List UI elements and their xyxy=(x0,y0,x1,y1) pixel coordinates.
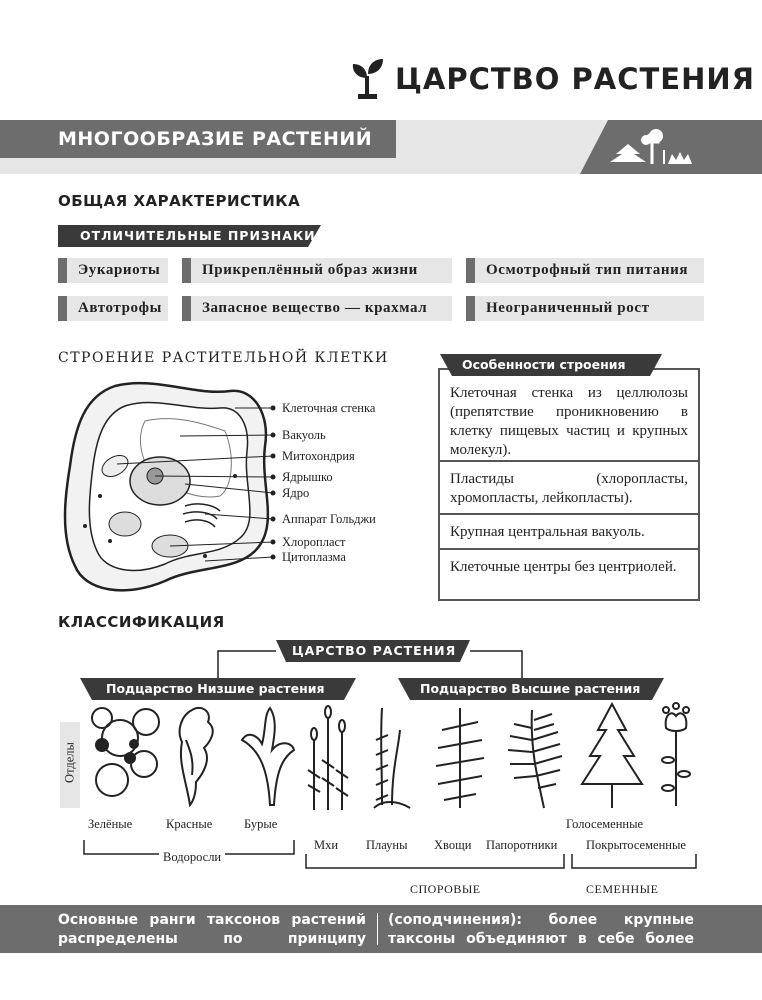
feature-chip: Неограниченный рост xyxy=(466,296,704,321)
spore-label: Папоротники xyxy=(486,838,558,852)
landscape-icon xyxy=(580,120,762,174)
brown-algae-icon xyxy=(242,708,294,805)
footer-divider xyxy=(377,913,378,945)
general-heading: ОБЩАЯ ХАРАКТЕРИСТИКА xyxy=(58,192,301,210)
section-title: МНОГООБРАЗИЕ РАСТЕНИЙ xyxy=(58,128,373,150)
divisions-label: Отделы xyxy=(62,742,77,783)
horsetail-icon xyxy=(436,708,484,808)
seed-label: Покрытосеменные xyxy=(586,838,686,852)
feature-chip: Осмотрофный тип питания xyxy=(466,258,704,283)
algae-label: Красные xyxy=(166,817,213,831)
structure-tag-label: Особенности строения xyxy=(462,357,626,372)
structure-item: Клеточные центры без центриолей. xyxy=(450,559,677,575)
structure-box xyxy=(438,368,700,601)
structure-item: Крупная центральная вакуоль. xyxy=(450,524,645,540)
algae-group-label: Водоросли xyxy=(159,850,225,865)
cell-label: Аппарат Гольджи xyxy=(282,512,376,526)
cell-label: Хлоропласт xyxy=(282,535,346,549)
sprout-icon xyxy=(350,58,386,100)
feature-chip: Прикреплённый образ жизни xyxy=(182,258,452,283)
spore-label: Мхи xyxy=(314,838,339,852)
moss-icon xyxy=(308,706,348,810)
spore-label: Плауны xyxy=(366,838,408,852)
page-title: ЦАРСТВО РАСТЕНИЯ xyxy=(395,62,755,96)
kingdom-tag-label: ЦАРСТВО РАСТЕНИЯ xyxy=(292,643,457,658)
features-tag-label: ОТЛИЧИТЕЛЬНЫЕ ПРИЗНАКИ xyxy=(80,228,316,243)
divider xyxy=(440,513,698,515)
divider xyxy=(440,460,698,462)
red-algae-icon xyxy=(180,708,213,805)
feature-chip: Эукариоты xyxy=(58,258,168,283)
divisions-label-box xyxy=(60,722,80,808)
footer-note xyxy=(0,905,762,966)
classification-heading: КЛАССИФИКАЦИЯ xyxy=(58,613,225,631)
spore-label: Хвощи xyxy=(434,838,472,852)
sub-low-tag-label: Подцарство Низшие растения xyxy=(106,681,325,696)
footer-left: Основные ранги таксонов растений распределены по принципу иерархичности xyxy=(58,912,366,966)
green-algae-icon xyxy=(92,708,159,796)
cell-label: Ядрышко xyxy=(282,470,333,484)
plant-illustrations xyxy=(82,700,702,815)
feature-chip: Автотрофы xyxy=(58,296,168,321)
cell-label: Цитоплазма xyxy=(282,550,346,564)
cell-structure-heading: СТРОЕНИЕ РАСТИТЕЛЬНОЙ КЛЕТКИ xyxy=(58,350,389,366)
cell-label: Ядро xyxy=(282,486,310,500)
fern-icon xyxy=(508,710,562,808)
algae-label: Зелёные xyxy=(88,817,133,831)
flower-icon xyxy=(662,703,690,806)
cell-label: Митохондрия xyxy=(282,449,355,463)
feature-chip: Запасное вещество — крахмал xyxy=(182,296,452,321)
footer-right: (соподчинения): более крупные таксоны объединяют в себе более мелкие. xyxy=(388,912,694,966)
seed-label: Голосеменные xyxy=(566,817,644,831)
conifer-icon xyxy=(582,704,642,808)
club-moss-icon xyxy=(374,708,410,808)
plant-cell-diagram xyxy=(55,376,295,601)
cell-label: Клеточная стенка xyxy=(282,401,376,415)
algae-label: Бурые xyxy=(244,817,278,831)
divider xyxy=(440,548,698,550)
spore-group-label: СПОРОВЫЕ xyxy=(410,882,481,896)
structure-item: Пластиды (хлоропласты, хромопласты, лейкопласты). xyxy=(450,471,688,506)
seed-group-label: СЕМЕННЫЕ xyxy=(586,882,659,896)
cell-label: Вакуоль xyxy=(282,428,326,442)
structure-item: Клеточная стенка из целлюлозы (препятствие проникновению в клетку пищевых частиц и крупных молекул). xyxy=(450,385,688,458)
sub-high-tag-label: Подцарство Высшие растения xyxy=(420,681,641,696)
